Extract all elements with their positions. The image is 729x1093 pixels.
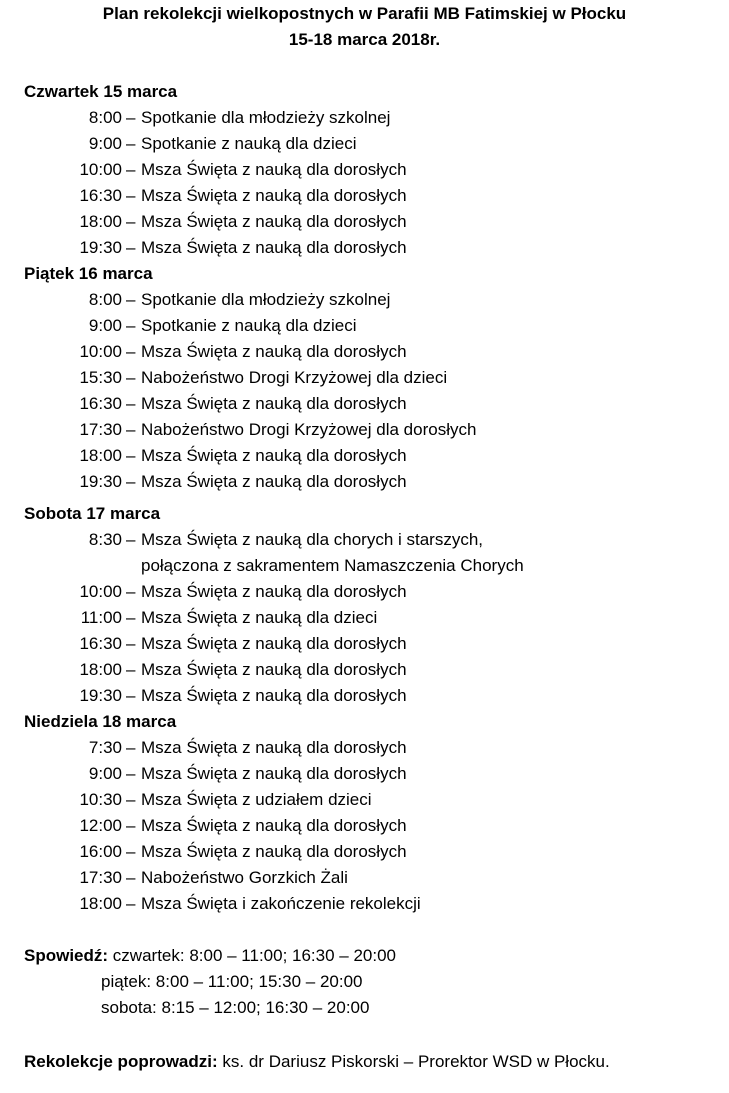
dash-separator: – (126, 842, 136, 861)
leader-section (24, 1052, 610, 1072)
schedule-row-continuation (0, 556, 729, 582)
schedule-row (0, 420, 729, 446)
event-time: 18:00 (79, 446, 122, 465)
day-title: Sobota 17 marca (24, 504, 161, 523)
schedule-row (0, 816, 729, 842)
dash-separator: – (126, 394, 136, 413)
day-title: Niedziela 18 marca (24, 712, 177, 731)
event-time: 19:30 (79, 238, 122, 257)
dash-separator: – (126, 738, 136, 757)
event-time: 18:00 (79, 660, 122, 679)
event-time: 17:30 (79, 868, 122, 887)
event-description: Msza Święta z nauką dla chorych i starszych, (141, 530, 484, 549)
event-description: Msza Święta z nauką dla dorosłych (141, 472, 407, 491)
event-description: Msza Święta i zakończenie rekolekcji (141, 894, 421, 913)
event-time: 18:00 (79, 894, 122, 913)
schedule-row (0, 530, 729, 556)
schedule-row (0, 660, 729, 686)
schedule-row (0, 108, 729, 134)
event-time: 16:30 (79, 634, 122, 653)
dash-separator: – (126, 634, 136, 653)
leader-label: Rekolekcje poprowadzi: (24, 1052, 218, 1071)
schedule-row (0, 608, 729, 634)
event-description: Nabożeństwo Drogi Krzyżowej dla dorosłych (141, 420, 477, 439)
event-time: 16:00 (79, 842, 122, 861)
dash-separator: – (126, 160, 136, 179)
dash-separator: – (126, 660, 136, 679)
dash-separator: – (126, 472, 136, 491)
schedule-row (0, 472, 729, 498)
schedule-row (0, 738, 729, 764)
event-description: Msza Święta z nauką dla dorosłych (141, 186, 407, 205)
event-time: 12:00 (79, 816, 122, 835)
dash-separator: – (126, 108, 136, 127)
schedule-row (0, 394, 729, 420)
event-description: Nabożeństwo Drogi Krzyżowej dla dzieci (141, 368, 448, 387)
day-title: Czwartek 15 marca (24, 82, 178, 101)
schedule-row (0, 238, 729, 264)
event-time: 7:30 (88, 738, 122, 757)
event-description: Msza Święta z nauką dla dorosłych (141, 764, 407, 783)
event-description: Msza Święta z nauką dla dorosłych (141, 686, 407, 705)
event-description: Msza Święta z nauką dla dorosłych (141, 660, 407, 679)
event-time: 9:00 (88, 134, 122, 153)
schedule-row (0, 790, 729, 816)
event-time: 8:00 (88, 108, 122, 127)
event-description: Msza Święta z nauką dla dorosłych (141, 446, 407, 465)
schedule-row (0, 764, 729, 790)
confession-label: Spowiedź: (24, 946, 109, 965)
event-time: 16:30 (79, 186, 122, 205)
dash-separator: – (126, 582, 136, 601)
schedule-row (0, 186, 729, 212)
event-description: Msza Święta z nauką dla dorosłych (141, 394, 407, 413)
dash-separator: – (126, 686, 136, 705)
dash-separator: – (126, 342, 136, 361)
dash-separator: – (126, 238, 136, 257)
event-time: 10:00 (79, 582, 122, 601)
event-time: 8:30 (88, 530, 122, 549)
dash-separator: – (126, 894, 136, 913)
event-time: 15:30 (79, 368, 122, 387)
dash-separator: – (126, 368, 136, 387)
event-description: Msza Święta z nauką dla dorosłych (141, 842, 407, 861)
event-time: 9:00 (88, 764, 122, 783)
schedule-row (0, 686, 729, 712)
dash-separator: – (126, 186, 136, 205)
event-description: Msza Święta z nauką dla dorosłych (141, 238, 407, 257)
event-description: Msza Święta z nauką dla dorosłych (141, 634, 407, 653)
event-description: Msza Święta z nauką dla dorosłych (141, 816, 407, 835)
confession-line-friday: piątek: 8:00 – 11:00; 15:30 – 20:00 (101, 972, 363, 991)
event-description: Msza Święta z nauką dla dorosłych (141, 342, 407, 361)
dash-separator: – (126, 790, 136, 809)
schedule-row (0, 342, 729, 368)
confession-line-saturday: sobota: 8:15 – 12:00; 16:30 – 20:00 (101, 998, 370, 1017)
schedule-row (0, 894, 729, 920)
leader-text: ks. dr Dariusz Piskorski – Prorektor WSD w Płocku. (222, 1052, 610, 1071)
event-description-continued: połączona z sakramentem Namaszczenia Chorych (141, 556, 524, 575)
dash-separator: – (126, 530, 136, 549)
confession-line-thursday: czwartek: 8:00 – 11:00; 16:30 – 20:00 (112, 946, 397, 965)
event-description: Nabożeństwo Gorzkich Żali (141, 868, 348, 887)
event-description: Msza Święta z nauką dla dorosłych (141, 738, 407, 757)
schedule-row (0, 290, 729, 316)
confession-section (24, 946, 396, 966)
event-description: Spotkanie dla młodzieży szkolnej (141, 290, 391, 309)
schedule-row (0, 134, 729, 160)
schedule-row (0, 446, 729, 472)
dash-separator: – (126, 446, 136, 465)
event-description: Msza Święta z nauką dla dorosłych (141, 582, 407, 601)
dash-separator: – (126, 816, 136, 835)
event-description: Spotkanie z nauką dla dzieci (141, 316, 357, 335)
event-description: Spotkanie z nauką dla dzieci (141, 134, 357, 153)
event-time: 9:00 (88, 316, 122, 335)
dash-separator: – (126, 134, 136, 153)
event-description: Msza Święta z udziałem dzieci (141, 790, 372, 809)
event-description: Spotkanie dla młodzieży szkolnej (141, 108, 391, 127)
document-dates: 15-18 marca 2018r. (288, 30, 441, 49)
event-time: 8:00 (88, 290, 122, 309)
event-time: 10:00 (79, 160, 122, 179)
event-time: 10:00 (79, 342, 122, 361)
event-time: 19:30 (79, 472, 122, 491)
event-time: 16:30 (79, 394, 122, 413)
dash-separator: – (126, 608, 136, 627)
dash-separator: – (126, 316, 136, 335)
event-description: Msza Święta z nauką dla dzieci (141, 608, 378, 627)
event-time: 17:30 (79, 420, 122, 439)
dash-separator: – (126, 290, 136, 309)
schedule-row (0, 212, 729, 238)
dash-separator: – (126, 764, 136, 783)
event-time: 19:30 (79, 686, 122, 705)
dash-separator: – (126, 212, 136, 231)
schedule-row (0, 868, 729, 894)
schedule-row (0, 160, 729, 186)
event-time: 11:00 (80, 608, 122, 627)
schedule-row (0, 842, 729, 868)
schedule-row (0, 316, 729, 342)
schedule-row (0, 368, 729, 394)
schedule-row (0, 634, 729, 660)
event-time: 18:00 (79, 212, 122, 231)
document-title: Plan rekolekcji wielkopostnych w Parafii MB Fatimskiej w Płocku (102, 4, 627, 23)
event-description: Msza Święta z nauką dla dorosłych (141, 212, 407, 231)
day-title: Piątek 16 marca (24, 264, 153, 283)
event-time: 10:30 (79, 790, 122, 809)
dash-separator: – (126, 868, 136, 887)
event-description: Msza Święta z nauką dla dorosłych (141, 160, 407, 179)
schedule-row (0, 582, 729, 608)
dash-separator: – (126, 420, 136, 439)
